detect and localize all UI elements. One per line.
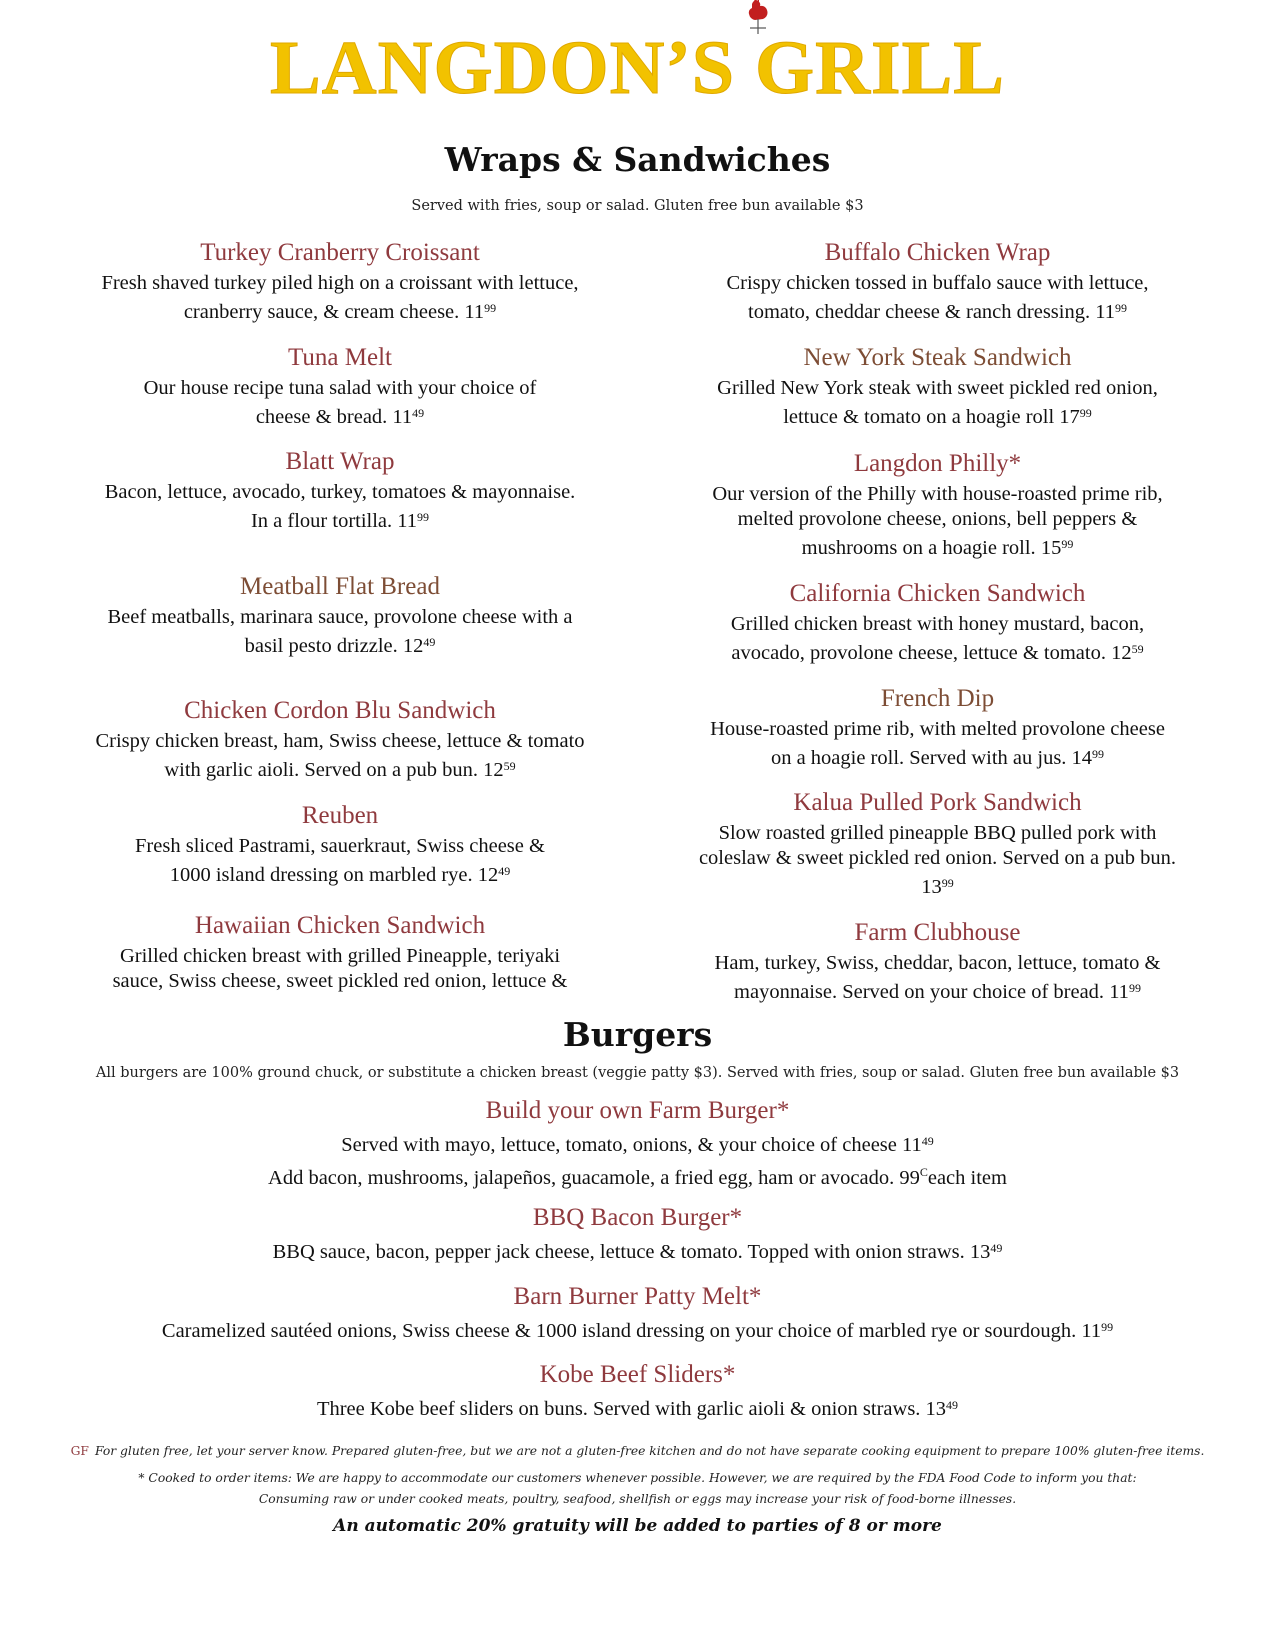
item-price: $11^{99}$ — [1109, 981, 1141, 1003]
item-price: $11^{49}$ — [392, 406, 425, 428]
item-description: Fresh shaved turkey piled high on a croissant with lettuce, cranberry sauce, & cream cheese. $11^{99}$ — [101, 272, 579, 323]
item-description: Bacon, lettuce, avocado, turkey, tomatoes & mayonnaise. In a flour tortilla. $11^{99}$ — [104, 481, 576, 532]
gluten-free-note: GF For gluten free, let your server know. Prepared gluten-free, but we are not a gluten-free kitchen and do not have separate cooking equipment to prepare 100% gluten-free items. — [70, 1444, 1205, 1458]
item-price: $11^{99}$ — [397, 510, 430, 532]
item-name: Kalua Pulled Pork Sandwich — [793, 789, 1082, 816]
item-name: BBQ Bacon Burger* — [532, 1204, 743, 1231]
cooked-to-order-note: * Cooked to order items: We are happy to accommodate our customers whenever possible. However, we are required by the FDA Food Code to inform you that: Consuming raw or under cooked meats, poultry, seafood, shellfish or eggs may increase your risk of food-borne illnesses. — [138, 1471, 1137, 1506]
menu-item — [0, 1096, 1275, 1191]
item-name: Kobe Beef Sliders* — [539, 1361, 736, 1388]
item-name: Meatball Flat Bread — [240, 573, 440, 600]
menu-item — [655, 238, 1220, 325]
item-name: Blatt Wrap — [285, 448, 395, 475]
item-name: French Dip — [880, 685, 995, 712]
item-price: $15^{99}$ — [1040, 537, 1074, 559]
item-description: Served with mayo, lettuce, tomato, onions, & your choice of cheese $11^{49}$ — [341, 1134, 934, 1156]
menu-item — [60, 572, 620, 659]
item-name: Hawaiian Chicken Sandwich — [194, 912, 486, 939]
menu-item — [60, 343, 620, 430]
item-price: $13^{99}$ — [921, 876, 954, 898]
menu-item — [60, 238, 620, 325]
item-name: New York Steak Sandwich — [803, 344, 1072, 371]
burgers-title-block — [0, 1015, 1275, 1054]
menu-item — [0, 1203, 1275, 1265]
item-price: $13^{49}$ — [925, 1398, 959, 1420]
wraps-title-block — [0, 140, 1275, 179]
item-name: Barn Burner Patty Melt* — [513, 1283, 762, 1310]
item-description: Crispy chicken tossed in buffalo sauce with lettuce, tomato, cheddar cheese & ranch dressing. $11^{99}$ — [726, 272, 1149, 323]
menu-item — [60, 911, 620, 994]
menu-item — [0, 1282, 1275, 1344]
menu-item — [655, 684, 1220, 771]
item-description: Fresh sliced Pastrami, sauerkraut, Swiss cheese & 1000 island dressing on marbled rye. $12^{49}$ — [135, 835, 545, 886]
item-name: Farm Clubhouse — [854, 919, 1021, 946]
item-price: $17^{99}$ — [1059, 406, 1092, 428]
menu-item — [60, 447, 620, 534]
rooster-weathervane-icon — [738, 0, 778, 42]
item-name: Turkey Cranberry Croissant — [200, 239, 480, 266]
menu-item — [655, 918, 1220, 1005]
item-name: Langdon Philly* — [853, 450, 1022, 477]
item-description: Slow roasted grilled pineapple BBQ pulled pork with coleslaw & sweet pickled red onion. Served on a pub bun. $13^{99}$ — [698, 822, 1177, 898]
item-name: Tuna Melt — [288, 344, 392, 371]
gratuity-note: An automatic 20% gratuity will be added to parties of 8 or more — [333, 1516, 942, 1536]
menu-item — [60, 801, 620, 888]
item-price: $11^{99}$ — [464, 301, 497, 323]
item-name: California Chicken Sandwich — [789, 580, 1086, 607]
item-description: Three Kobe beef sliders on buns. Served with garlic aioli & onion straws. $13^{49}$ — [316, 1398, 959, 1420]
item-price: $11^{49}$ — [902, 1134, 934, 1156]
item-description: Crispy chicken breast, ham, Swiss cheese, lettuce & tomato with garlic aioli. Served on a pub bun. $12^{59}$ — [95, 730, 585, 781]
item-addons: Add bacon, mushrooms, jalapeños, guacamole, a fried egg, ham or avocado. $99^Ceach$ item — [268, 1165, 1007, 1189]
item-name: Chicken Cordon Blu Sandwich — [184, 697, 496, 724]
item-description: Caramelized sautéed onions, Swiss cheese & 1000 island dressing on your choice of marbled rye or sourdough. $11^{99}$ — [161, 1320, 1114, 1342]
item-description: Grilled chicken breast with grilled Pineapple, teriyaki sauce, Swiss cheese, sweet pickled red onion, lettuce & — [112, 945, 568, 992]
item-price: $11^{99}$ — [1081, 1320, 1114, 1342]
wraps-subtitle: Served with fries, soup or salad. Gluten free bun available $3 — [411, 198, 864, 214]
item-name: Buffalo Chicken Wrap — [824, 239, 1051, 266]
burgers-subtitle: All burgers are 100% ground chuck, or substitute a chicken breast (veggie patty $3). Served with fries, soup or salad. Gluten free bun available $3 — [95, 1065, 1180, 1081]
brand-name: LANGDON’S GRILL — [270, 26, 1005, 110]
item-name: Reuben — [301, 802, 379, 829]
item-price: $12^{59}$ — [483, 759, 516, 781]
menu-item — [655, 579, 1220, 666]
item-description: Grilled chicken breast with honey mustard, bacon, avocado, provolone cheese, lettuce & tomato. $12^{59}$ — [730, 613, 1145, 664]
menu-item — [0, 1360, 1275, 1422]
gf-label: GF — [70, 1444, 89, 1458]
item-price: $12^{59}$ — [1111, 642, 1144, 664]
item-name: Build your own Farm Burger* — [485, 1097, 790, 1124]
menu-item — [60, 696, 620, 783]
menu-item — [655, 449, 1220, 561]
item-description: Beef meatballs, marinara sauce, provolone cheese with a basil pesto drizzle. $12^{49}$ — [107, 606, 573, 657]
section-title-wraps: Wraps & Sandwiches — [444, 140, 831, 179]
brand-header — [0, 26, 1275, 110]
item-description: Our house recipe tuna salad with your choice of cheese & bread. $11^{49}$ — [143, 377, 537, 428]
section-title-burgers: Burgers — [562, 1015, 713, 1054]
item-price: $11^{99}$ — [1095, 301, 1127, 323]
menu-item — [655, 343, 1220, 430]
item-description: BBQ sauce, bacon, pepper jack cheese, lettuce & tomato. Topped with onion straws. $13^{49}$ — [272, 1241, 1003, 1263]
item-price: $12^{49}$ — [477, 864, 511, 886]
item-description: Our version of the Philly with house-roasted prime rib, melted provolone cheese, onions, bell peppers & mushrooms on a hoagie roll. $15^{99}$ — [712, 483, 1163, 559]
item-description: Ham, turkey, Swiss, cheddar, bacon, lettuce, tomato & mayonnaise. Served on your choice of bread. $11^{99}$ — [714, 952, 1161, 1003]
item-price: $13^{49}$ — [969, 1241, 1003, 1263]
item-description: Grilled New York steak with sweet pickled red onion, lettuce & tomato on a hoagie roll $17^{99}$ — [717, 377, 1158, 428]
menu-item — [655, 788, 1220, 900]
item-price: $14^{99}$ — [1071, 747, 1105, 769]
item-description: House-roasted prime rib, with melted provolone cheese on a hoagie roll. Served with au jus. $14^{99}$ — [710, 718, 1165, 769]
item-price: $12^{49}$ — [402, 635, 436, 657]
